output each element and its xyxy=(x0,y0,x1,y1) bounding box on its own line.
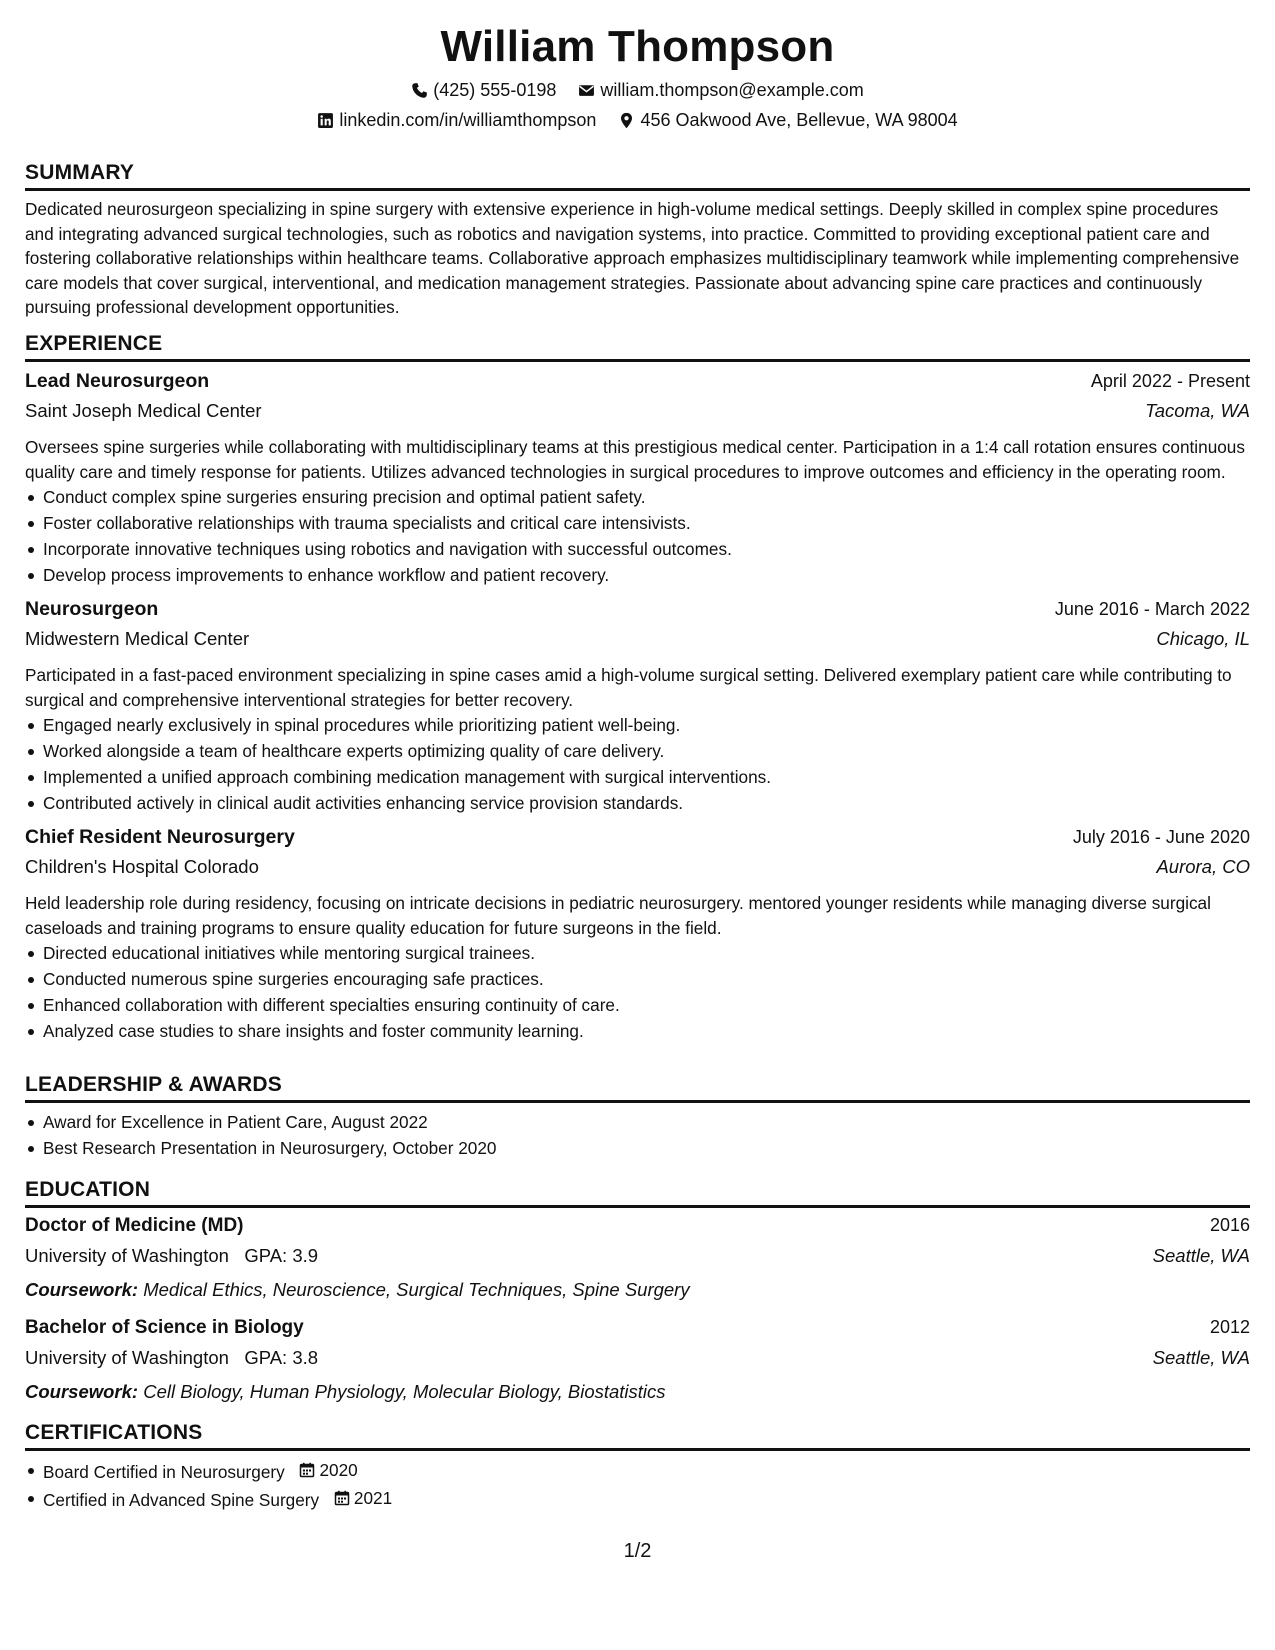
certification-name: Certified in Advanced Spine Surgery xyxy=(43,1490,320,1510)
list-item xyxy=(43,1485,1250,1513)
school-name: University of Washington xyxy=(25,1245,229,1266)
list-item: Foster collaborative relationships with trauma specialists and critical care intensivists. xyxy=(43,510,1250,536)
job-organization: Saint Joseph Medical Center xyxy=(25,400,262,421)
job-organization: Children's Hospital Colorado xyxy=(25,856,259,877)
calendar-icon xyxy=(334,1490,350,1506)
phone-contact xyxy=(411,80,556,101)
certification-year: 2021 xyxy=(353,1488,393,1508)
job-description: Held leadership role during residency, focusing on intricate decisions in pediatric neurosurgery. mentored younger residents while managing diverse surgical caseloads and training programs to ensure quality education for future surgeons in the field. xyxy=(25,893,1211,938)
certifications-list xyxy=(25,1457,1250,1513)
list-item: Analyzed case studies to share insights and foster community learning. xyxy=(43,1018,1250,1044)
job-title: Chief Resident Neurosurgery xyxy=(25,826,295,848)
job-organization: Midwestern Medical Center xyxy=(25,628,250,649)
coursework-list: Medical Ethics, Neuroscience, Surgical Techniques, Spine Surgery xyxy=(143,1279,690,1300)
gpa: GPA: 3.9 xyxy=(244,1245,319,1266)
degree-title: Doctor of Medicine (MD) xyxy=(25,1215,244,1236)
education-section xyxy=(25,1175,1250,1407)
contact-line-2 xyxy=(25,105,1250,135)
page-number: 1/2 xyxy=(623,1540,652,1562)
job-bullets xyxy=(25,484,1250,588)
job-location: Aurora, CO xyxy=(1156,856,1250,877)
awards-heading: LEADERSHIP & AWARDS xyxy=(25,1070,1250,1103)
experience-heading: EXPERIENCE xyxy=(25,329,1250,362)
list-item: Conducted numerous spine surgeries encouraging safe practices. xyxy=(43,966,1250,992)
list-item: Contributed actively in clinical audit activities enhancing service provision standards. xyxy=(43,790,1250,816)
job-description: Participated in a fast-paced environment specializing in spine cases amid a high-volume surgical setting. Delivered exemplary patient care while contributing to surgical and comprehensive interventional strategies for better recovery. xyxy=(25,665,1232,710)
graduation-year: 2016 xyxy=(1209,1215,1250,1235)
job-bullets xyxy=(25,940,1250,1044)
map-pin-icon xyxy=(618,112,635,129)
job-location: Chicago, IL xyxy=(1156,628,1250,649)
linkedin-icon xyxy=(317,112,334,129)
job-entry xyxy=(25,370,1250,588)
coursework-label: Coursework: xyxy=(25,1381,139,1402)
coursework-list: Cell Biology, Human Physiology, Molecular Biology, Biostatistics xyxy=(143,1381,666,1402)
school-name: University of Washington xyxy=(25,1347,229,1368)
calendar-icon xyxy=(299,1462,315,1478)
linkedin-contact[interactable] xyxy=(317,110,596,131)
summary-heading: SUMMARY xyxy=(25,158,1250,191)
phone-icon xyxy=(411,82,428,99)
list-item: Award for Excellence in Patient Care, August 2022 xyxy=(43,1109,1250,1135)
resume-page xyxy=(25,0,1250,1510)
certification-name: Board Certified in Neurosurgery xyxy=(43,1462,285,1482)
coursework-label: Coursework: xyxy=(25,1279,139,1300)
school-location: Seattle, WA xyxy=(1152,1347,1250,1368)
list-item: Incorporate innovative techniques using robotics and navigation with successful outcomes. xyxy=(43,536,1250,562)
summary-text: Dedicated neurosurgeon specializing in spine surgery with extensive experience in high-volume medical settings. Deeply skilled in complex spine procedures and integrating advanced surgical technologies, such as robotics and navigation systems, into practice. Committed to providing exceptional patient care and fostering collaborative relationships within healthcare teams. Collaborative approach emphasizes multidisciplinary teamwork while implementing comprehensive care models that cover surgical, interventional, and medication management strategies. Passionate about advancing spine care practices and continuously pursuing professional development opportunities. xyxy=(25,199,1240,317)
contact-line-1 xyxy=(25,75,1250,105)
list-item: Directed educational initiatives while mentoring surgical trainees. xyxy=(43,940,1250,966)
phone-number: (425) 555-0198 xyxy=(433,79,557,100)
graduation-year: 2012 xyxy=(1209,1317,1250,1337)
job-title: Neurosurgeon xyxy=(25,598,159,620)
certifications-section xyxy=(25,1418,1250,1513)
job-dates: June 2016 - March 2022 xyxy=(1054,599,1250,619)
candidate-name: William Thompson xyxy=(440,22,835,71)
education-entry xyxy=(25,1317,1250,1407)
job-location: Tacoma, WA xyxy=(1145,400,1250,421)
job-title: Lead Neurosurgeon xyxy=(25,370,210,392)
list-item xyxy=(43,1457,1250,1485)
list-item: Conduct complex spine surgeries ensuring precision and optimal patient safety. xyxy=(43,484,1250,510)
email-address[interactable]: william.thompson@example.com xyxy=(600,79,864,100)
awards-section xyxy=(25,1070,1250,1161)
awards-list xyxy=(25,1109,1250,1161)
experience-section xyxy=(25,329,1250,1044)
school-location: Seattle, WA xyxy=(1152,1245,1250,1266)
list-item: Engaged nearly exclusively in spinal procedures while prioritizing patient well-being. xyxy=(43,712,1250,738)
summary-section xyxy=(25,158,1250,320)
address-text: 456 Oakwood Ave, Bellevue, WA 98004 xyxy=(640,109,958,130)
job-bullets xyxy=(25,712,1250,816)
list-item: Develop process improvements to enhance workflow and patient recovery. xyxy=(43,562,1250,588)
education-heading: EDUCATION xyxy=(25,1175,1250,1208)
email-contact[interactable] xyxy=(578,80,863,101)
job-entry xyxy=(25,826,1250,1044)
job-dates: April 2022 - Present xyxy=(1090,371,1250,391)
education-entry xyxy=(25,1215,1250,1305)
address-contact xyxy=(618,110,957,131)
coursework-line xyxy=(25,1377,1250,1407)
list-item: Implemented a unified approach combining medication management with surgical interventions. xyxy=(43,764,1250,790)
linkedin-url[interactable]: linkedin.com/in/williamthompson xyxy=(339,109,597,130)
list-item: Enhanced collaboration with different specialties ensuring continuity of care. xyxy=(43,992,1250,1018)
degree-title: Bachelor of Science in Biology xyxy=(25,1317,304,1338)
list-item: Best Research Presentation in Neurosurgery, October 2020 xyxy=(43,1135,1250,1161)
gpa: GPA: 3.8 xyxy=(244,1347,319,1368)
certifications-heading: CERTIFICATIONS xyxy=(25,1418,1250,1451)
job-description: Oversees spine surgeries while collaborating with multidisciplinary teams at this prestigious medical center. Participation in a 1:4 call rotation ensures continuous quality care and timely response for patients. Utilizes advanced technologies in surgical procedures to improve outcomes and efficiency in the operating room. xyxy=(25,437,1245,482)
list-item: Worked alongside a team of healthcare experts optimizing quality of care delivery. xyxy=(43,738,1250,764)
coursework-line xyxy=(25,1275,1250,1305)
envelope-icon xyxy=(578,82,595,99)
certification-year: 2020 xyxy=(319,1460,358,1480)
job-entry xyxy=(25,598,1250,816)
job-dates: July 2016 - June 2020 xyxy=(1072,827,1250,847)
